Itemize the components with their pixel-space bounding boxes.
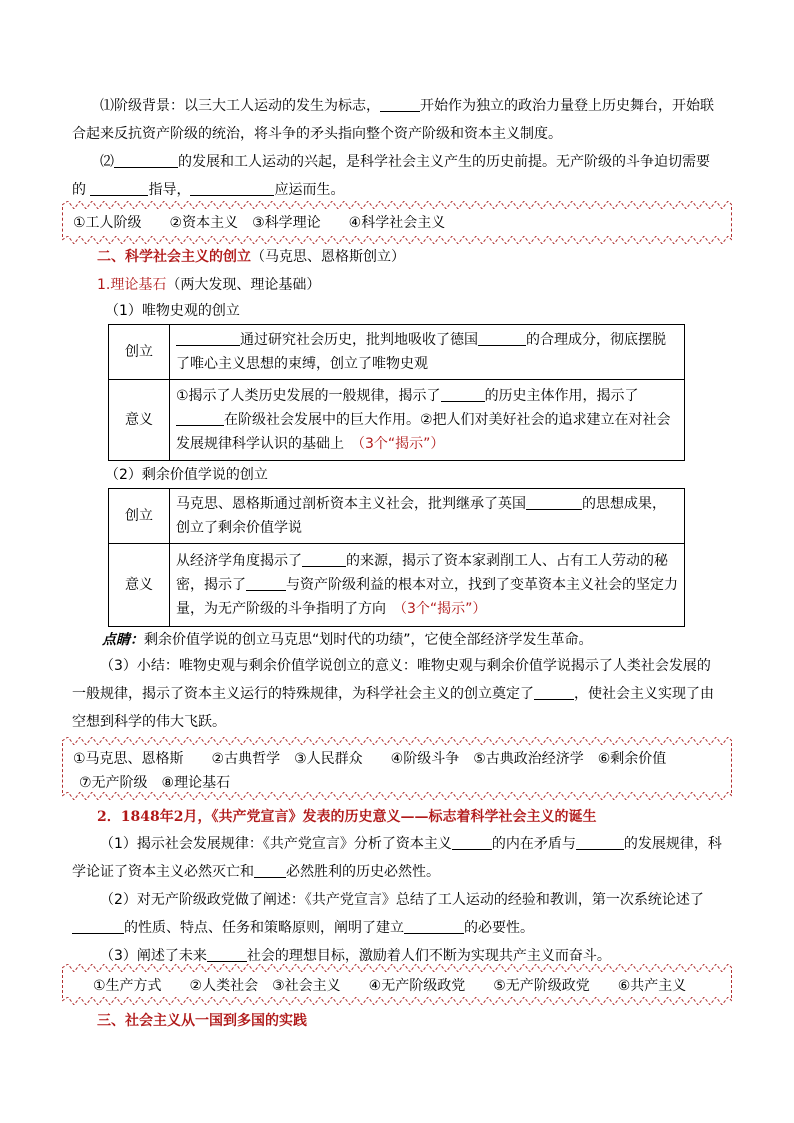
row-content-founding: 马克思、恩格斯通过剖析资本主义社会，批判继承了英国 的思想成果，创立了剩余价值学说 xyxy=(170,489,685,544)
section-heading-manifesto: 2．1848年2月，《共产党宣言》发表的历史意义——标志着科学社会主义的诞生 xyxy=(97,809,597,825)
table-row xyxy=(109,325,685,380)
answer-blank[interactable] xyxy=(404,917,464,934)
answer-blank[interactable] xyxy=(246,574,286,591)
answer-blank[interactable] xyxy=(176,409,224,426)
answer-blank[interactable] xyxy=(114,151,178,168)
zigzag-border-bottom xyxy=(62,792,732,800)
answer-key-box-3: ①生产方式 ②人类社会 ③社会主义 ④无产阶级政党 ⑤无产阶级政党 ⑥共产主义 xyxy=(62,970,732,998)
answer-key-box-2: ①马克思、恩格斯 ②古典哲学 ③人民群众 ④阶级斗争 ⑤古典政治经济学 ⑥剩余价值 ⑦无产阶级 ⑧理论基石 xyxy=(62,743,732,793)
paragraph-historical-premise: ⑵ 的发展和工人运动的兴起，是科学社会主义产生的历史前提。无产阶级的斗争迫切需要的 指导， 应运而生。 xyxy=(72,148,722,204)
row-label-founding: 创立 xyxy=(109,489,170,544)
row-label-significance: 意义 xyxy=(109,380,170,461)
answer-key-box-1: ①工人阶级 ②资本主义 ③科学理论 ④科学社会主义 xyxy=(62,207,732,237)
section-heading-founding: 二、科学社会主义的创立（马克思、恩格斯创立） xyxy=(97,249,405,265)
answer-blank[interactable] xyxy=(90,179,148,196)
table-surplus-value xyxy=(108,488,685,627)
answer-blank[interactable] xyxy=(72,917,124,934)
row-content-significance: 从经济学角度揭示了 的来源，揭示了资本家剥削工人、占有工人劳动的秘密，揭示了 与资产阶级利益的根本对立，找到了变革资本主义社会的坚定力量，为无产阶级的斗争指明了方向 （3个“揭示”） xyxy=(170,544,685,627)
answer-blank[interactable] xyxy=(254,861,286,878)
item-historical-materialism: （1）唯物史观的创立 xyxy=(105,303,240,319)
answer-blank[interactable] xyxy=(526,493,582,510)
answer-blank[interactable] xyxy=(478,329,526,346)
paragraph-future-society: （3）阐述了未来 社会的理想目标，激励着人们不断为实现共产主义而奋斗。 xyxy=(72,942,722,970)
item-surplus-value: （2）剩余价值学说的创立 xyxy=(105,467,268,483)
answer-blank[interactable] xyxy=(176,329,240,346)
row-content-founding: 通过研究社会历史，批判地吸收了德国 的合理成分，彻底摆脱了唯心主义思想的束缚，创立了唯物史观 xyxy=(170,325,685,380)
row-label-significance: 意义 xyxy=(109,544,170,627)
answer-blank[interactable] xyxy=(207,945,247,962)
answer-blank[interactable] xyxy=(380,95,420,112)
answer-blank[interactable] xyxy=(534,683,574,700)
row-content-significance: ①揭示了人类历史发展的一般规律，揭示了 的历史主体作用，揭示了在阶级社会发展中的巨大作用。②把人们对美好社会的追求建立在对社会发展规律科学认识的基础上 （3个“揭示”） xyxy=(170,380,685,461)
paragraph-class-background: ⑴阶级背景：以三大工人运动的发生为标志， 开始作为独立的政治力量登上历史舞台，开始联合起来反抗资产阶级的统治，将斗争的矛头指向整个资产阶级和资本主义制度。 xyxy=(72,92,722,148)
table-row xyxy=(109,544,685,627)
row-label-founding: 创立 xyxy=(109,325,170,380)
zigzag-border-bottom xyxy=(62,997,732,1005)
table-historical-materialism xyxy=(108,324,685,461)
answer-blank[interactable] xyxy=(441,385,485,402)
subheading-theory-cornerstone: 1.理论基石（两大发现、理论基础） xyxy=(97,277,321,293)
table-row xyxy=(109,489,685,544)
answer-blank[interactable] xyxy=(302,550,346,567)
zigzag-border-bottom xyxy=(62,236,732,244)
paragraph-proletarian-party: （2）对无产阶级政党做了阐述：《共产党宣言》总结了工人运动的经验和教训，第一次系统论述了的性质、特点、任务和策略原则，阐明了建立 的必要性。 xyxy=(72,886,722,942)
answer-blank[interactable] xyxy=(576,833,624,850)
paragraph-summary: （3）小结：唯物史观与剩余价值学说创立的意义：唯物史观与剩余价值学说揭示了人类社会发展的一般规律，揭示了资本主义运行的特殊规律，为科学社会主义的创立奠定了 ，使社会主义实现了由空想到科学的伟大飞跃。 xyxy=(72,658,714,730)
tip-note: 点睛：剩余价值学说的创立马克思“划时代的功绩”，它使全部经济学发生革命。 xyxy=(102,632,593,648)
section-heading-practice: 三、社会主义从一国到多国的实践 xyxy=(97,1013,307,1029)
answer-blank[interactable] xyxy=(452,833,492,850)
paragraph-social-law: （1）揭示社会发展规律：《共产党宣言》分析了资本主义 的内在矛盾与 的发展规律，科学论证了资本主义必然灭亡和 必然胜利的历史必然性。 xyxy=(72,830,722,886)
table-row xyxy=(109,380,685,461)
answer-blank[interactable] xyxy=(190,179,274,196)
